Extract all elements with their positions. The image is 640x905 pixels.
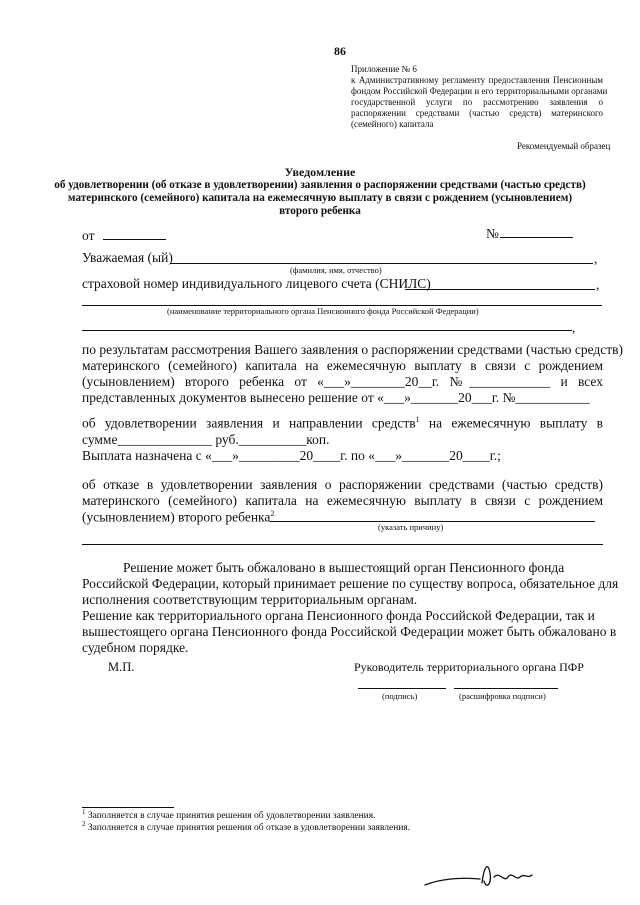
approval-line-1 [82, 415, 603, 432]
appeal-line-4: Решение как территориального органа Пенсионного фонда Российской Федерации, так и [82, 608, 595, 623]
fio-caption: (фамилия, имя, отчество) [290, 265, 382, 275]
handwritten-signature [420, 855, 560, 895]
approval-line-1-pre: об удовлетворении заявления и направлении средств [82, 415, 416, 431]
from-label: от [82, 228, 95, 243]
appeal-line-6: судебном порядке. [82, 640, 189, 655]
signature-caption: (подпись) [382, 691, 418, 701]
appeal-line-5: вышестоящего органа Пенсионного фонда Российской Федерации может быть обжаловано в [82, 624, 617, 639]
notice-heading-line-2: материнского (семейного) капитала на ежемесячную выплату в связи с рождением (усыновлением) [67, 192, 573, 204]
appeal-line-1: Решение может быть обжаловано в вышестоящий орган Пенсионного фонда [123, 560, 565, 575]
fio-line [170, 263, 593, 264]
appendix-line-3: государственной услуги по рассмотрению заявления о [351, 97, 603, 107]
approval-line-3: Выплата назначена с «___»_________20____г. по «___»_______20____г.; [82, 448, 501, 463]
footnote-ref-2: 2 [270, 509, 275, 518]
snils-comma: , [596, 277, 600, 292]
recommended-sample: Рекомендуемый образец [517, 141, 611, 151]
appendix-title: Приложение № 6 [351, 64, 417, 74]
reason-line-2 [82, 544, 603, 545]
refusal-line-2: материнского (семейного) капитала на ежемесячную выплату в связи с рождением [82, 493, 603, 508]
footnote-1-text: Заполняется в случае принятия решения об удовлетворении заявления. [87, 811, 376, 822]
transcript-line [454, 688, 558, 689]
notice-title: Уведомление [284, 165, 356, 179]
signature-line [358, 688, 446, 689]
footnote-2 [82, 820, 410, 833]
reason-caption: (указать причину) [378, 522, 444, 532]
number-line [500, 237, 573, 238]
number-label: № [486, 226, 499, 241]
appeal-line-2: Российской Федерации, который принимает решение по существу вопроса, обязательное для [82, 576, 619, 591]
result-line-3: (усыновлением) второго ребенка от «___»________20__г. №____________ и всех [82, 374, 603, 389]
refusal-line-3-text: (усыновлением) второго ребенка [82, 509, 271, 525]
result-line-1: по результатам рассмотрения Вашего заявления о распоряжении средствами (частью средств) [82, 342, 624, 357]
notice-heading-line-3: второго ребенка [279, 205, 361, 217]
snils-line [405, 289, 595, 290]
stamp-label: М.П. [108, 660, 135, 674]
refusal-line-3 [82, 509, 274, 526]
appendix-line-1: к Административному регламенту предоставления Пенсионным [351, 75, 603, 85]
territorial-org-line-2 [82, 330, 572, 331]
appendix-line-4: распоряжении средствами (частью средств) материнского [351, 108, 603, 118]
salutation-label: Уважаемая (ый) [82, 250, 173, 265]
result-line-2: материнского (семейного) капитала на ежемесячную выплату в связи с рождением [82, 358, 603, 373]
refusal-line-1: об отказе в удовлетворении заявления о распоряжении средствами (частью средств) [82, 477, 603, 492]
appendix-line-2: фондом Российской Федерации и его территориальными органами [351, 86, 608, 96]
footnote-2-mark: 2 [82, 820, 86, 828]
result-line-4: представленных документов вынесено решение от «___»_______20___г. №___________ [82, 390, 590, 405]
notice-heading-line-1: об удовлетворении (об отказе в удовлетворении) заявления о распоряжении средствами (частью средств) [54, 179, 586, 191]
footnote-2-text: Заполняется в случае принятия решения об отказе в удовлетворении заявления. [87, 823, 411, 834]
approval-line-1-post: на ежемесячную выплату в [419, 415, 603, 431]
transcript-caption: (расшифровка подписи) [459, 691, 546, 701]
footnote-ref-1: 1 [415, 415, 420, 424]
org-comma: , [572, 320, 576, 335]
snils-label: страховой номер индивидуального лицевого счета (СНИЛС) [82, 276, 431, 291]
approval-line-2: сумме______________ руб.__________коп. [82, 432, 330, 447]
page-number: 86 [334, 44, 346, 58]
appendix-line-5: (семейного) капитала [351, 119, 434, 129]
appeal-line-3: исполнения соответствующим территориальным органам. [82, 592, 418, 607]
from-date-line [103, 239, 166, 240]
fio-comma: , [594, 251, 598, 266]
head-label: Руководитель территориального органа ПФР [354, 660, 584, 674]
footnote-1-mark: 1 [82, 808, 86, 816]
org-caption: (наименование территориального органа Пенсионного фонда Российской Федерации) [167, 306, 479, 316]
